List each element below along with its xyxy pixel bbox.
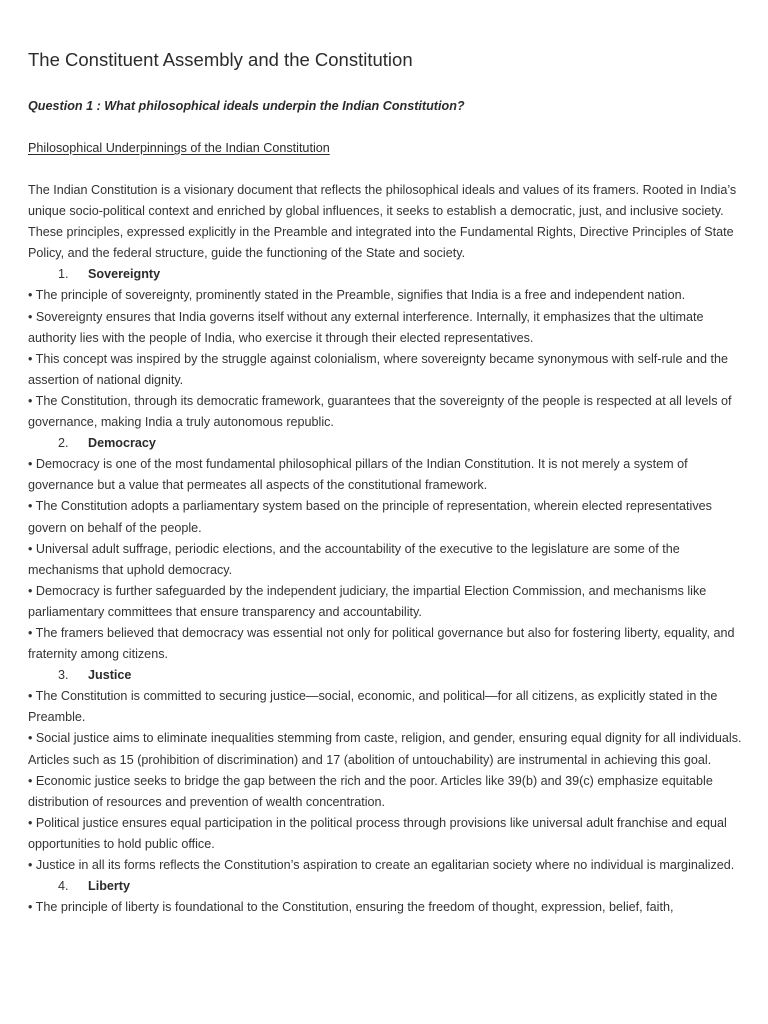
bullet-item: • Universal adult suffrage, periodic elections, and the accountability of the executive to the legislature are some of the mechanisms that uphold democracy. [28,541,680,577]
bullet-item: • The framers believed that democracy was essential not only for political governance but also for fostering liberty, equality, and fraternity among citizens. [28,625,735,662]
section-democracy [28,433,742,665]
section-subheading: Philosophical Underpinnings of the Indian Constitution [28,141,330,155]
bullet-item: • Justice in all its forms reflects the Constitution’s aspiration to create an egalitarian society where no individual is marginalized. [28,858,735,872]
intro-paragraph: The Indian Constitution is a visionary document that reflects the philosophical ideals and values of its framers. Rooted in India’s unique socio-political context and enriched by global influences, it seeks to establish a democratic, just, and inclusive society. These principles, expressed explicitly in the Preamble and integrated into the Fundamental Rights, Directive Principles of State Policy, and the federal structure, guide the functioning of the State and society. [28,183,737,261]
bullet-item: • Democracy is further safeguarded by the independent judiciary, the impartial Election Commission, and mechanisms like parliamentary committees that ensure transparency and accountability. [28,583,707,619]
section-heading [28,264,742,285]
section-number: 3. [58,668,69,683]
bullet-item: • Democracy is one of the most fundamental philosophical pillars of the Indian Constitution. It is not merely a system of governance but a value that permeates all aspects of the constitutional framework. [28,457,688,493]
bullet-item: • The Constitution, through its democratic framework, guarantees that the sovereignty of the people is respected at all levels of governance, making India a truly autonomous republic. [28,393,732,430]
section-sovereignty [28,264,742,433]
section-name: Liberty [88,879,130,894]
bullet-item: • Sovereignty ensures that India governs itself without any external interference. Internally, it emphasizes that the ultimate authority lies with the people of India, who exercise it through their elected representatives. [28,309,704,345]
document-title: The Constituent Assembly and the Constitution [28,49,413,70]
question-text: Question 1 : What philosophical ideals underpin the Indian Constitution? [28,99,465,113]
section-number: 4. [58,879,69,894]
section-heading [28,665,742,686]
section-heading [28,876,742,897]
section-number: 2. [58,436,69,451]
bullet-item: • The principle of liberty is foundational to the Constitution, ensuring the freedom of thought, expression, belief, faith, [28,900,674,915]
bullet-item: • Social justice aims to eliminate inequalities stemming from caste, religion, and gender, ensuring equal dignity for all individuals. Articles such as 15 (prohibition of discrimination) and 17 (abolition of untouchability) are instrumental in achieving this goal. [28,731,742,767]
bullet-item: • The Constitution is committed to securing justice—social, economic, and political—for all citizens, as explicitly stated in the Preamble. [28,689,718,725]
section-name: Democracy [88,436,156,451]
bullet-item: • Economic justice seeks to bridge the gap between the rich and the poor. Articles like 39(b) and 39(c) emphasize equitable distribution of resources and prevention of wealth concentration. [28,773,713,809]
section-number: 1. [58,267,69,282]
section-justice [28,665,742,876]
bullet-item: • Political justice ensures equal participation in the political process through provisions like universal adult franchise and equal opportunities to hold public office. [28,815,727,851]
bullet-item: • The Constitution adopts a parliamentary system based on the principle of representation, wherein elected representatives govern on behalf of the people. [28,499,712,535]
bullet-item: • This concept was inspired by the struggle against colonialism, where sovereignty became synonymous with self-rule and the assertion of national dignity. [28,351,728,387]
document-body [28,180,742,918]
section-name: Sovereignty [88,267,161,282]
bullet-item: • The principle of sovereignty, prominently stated in the Preamble, signifies that India is a free and independent nation. [28,288,686,303]
section-heading [28,433,742,454]
section-liberty [28,876,742,918]
section-name: Justice [88,668,132,683]
